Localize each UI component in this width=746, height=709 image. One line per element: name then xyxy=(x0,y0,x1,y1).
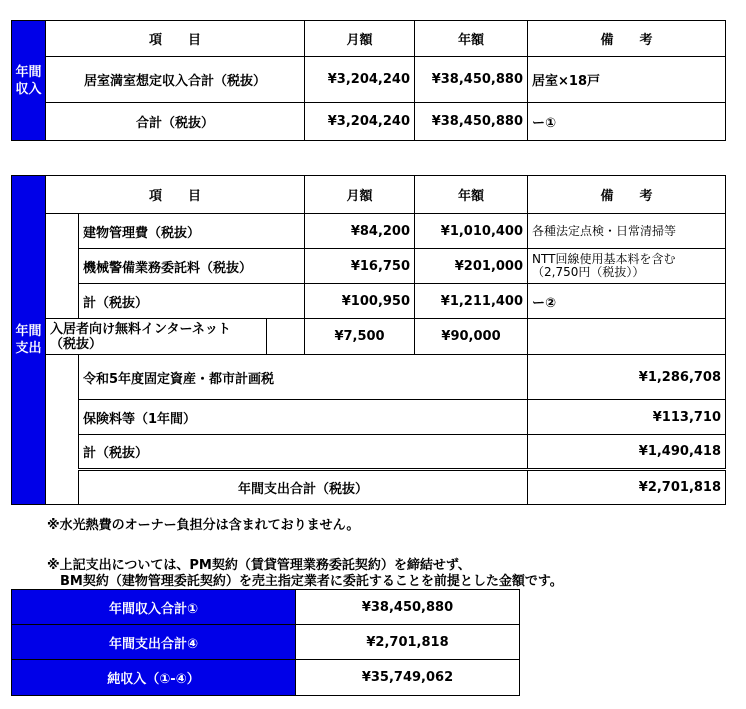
table-row xyxy=(12,284,726,319)
row-annual: ¥201,000 xyxy=(415,249,528,284)
row-monthly: ¥16,750 xyxy=(305,249,415,284)
summary-label: 年間支出合計④ xyxy=(12,625,296,660)
summary-value: ¥2,701,818 xyxy=(296,625,520,660)
row-item: 合計（税抜） xyxy=(46,103,305,141)
row-monthly: ¥100,950 xyxy=(305,284,415,319)
expense-header-note: 備 考 xyxy=(528,176,726,214)
row-annual: ¥38,450,880 xyxy=(415,103,528,141)
row-item: 令和5年度固定資産・都市計画税 xyxy=(79,355,528,400)
row-annual: ¥1,211,400 xyxy=(415,284,528,319)
row-item: 保険料等（1年間） xyxy=(79,400,528,435)
row-annual: ¥38,450,880 xyxy=(415,57,528,103)
expense-header-item: 項 目 xyxy=(46,176,305,214)
table-row xyxy=(12,319,726,355)
income-side-label: 年間収入 xyxy=(12,21,46,141)
summary-value: ¥35,749,062 xyxy=(296,660,520,696)
table-row xyxy=(12,57,726,103)
income-header-monthly: 月額 xyxy=(305,21,415,57)
row-item: 建物管理費（税抜） xyxy=(79,214,305,249)
note-contract-line1: ※上記支出については、PM契約（賃貸管理業務委託契約）を締結せず、 xyxy=(47,558,471,573)
row-annual: ¥1,286,708 xyxy=(528,355,726,400)
summary-label: 純収入（①-④） xyxy=(12,660,296,696)
row-item: 計（税抜） xyxy=(79,435,528,470)
row-note: ー② xyxy=(528,284,726,319)
table-row xyxy=(12,249,726,284)
row-item: 機械警備業務委託料（税抜） xyxy=(79,249,305,284)
table-row xyxy=(12,355,726,400)
note-contract-line2: BM契約（建物管理委託契約）を売主指定業者に委託することを前提とした金額です。 xyxy=(47,574,563,589)
row-annual: ¥113,710 xyxy=(528,400,726,435)
row-annual: ¥1,490,418 xyxy=(528,435,726,470)
row-note: 各種法定点検・日常清掃等 xyxy=(528,214,726,249)
row-note xyxy=(528,319,726,355)
summary-label: 年間収入合計① xyxy=(12,590,296,625)
income-table xyxy=(11,20,726,141)
summary-table xyxy=(11,589,520,696)
row-monthly: ¥3,204,240 xyxy=(305,57,415,103)
income-header-annual: 年額 xyxy=(415,21,528,57)
table-row-total xyxy=(12,470,726,505)
row-note: ー① xyxy=(528,103,726,141)
row-monthly: ¥7,500 xyxy=(305,319,415,355)
row-annual: ¥90,000 xyxy=(415,319,528,355)
indent-cell xyxy=(46,355,79,505)
expense-header-annual: 年額 xyxy=(415,176,528,214)
row-monthly: ¥84,200 xyxy=(305,214,415,249)
row-item: 計（税抜） xyxy=(79,284,305,319)
indent-cell xyxy=(46,214,79,319)
expense-side-label: 年間支出 xyxy=(12,176,46,505)
table-row xyxy=(12,625,520,660)
income-header-note: 備 考 xyxy=(528,21,726,57)
note-utilities: ※水光熱費のオーナー負担分は含まれておりません。 xyxy=(47,518,360,533)
table-row xyxy=(12,103,726,141)
row-monthly: ¥3,204,240 xyxy=(305,103,415,141)
table-row xyxy=(12,590,520,625)
income-header-item: 項 目 xyxy=(46,21,305,57)
expense-table xyxy=(11,175,726,505)
row-item: 年間支出合計（税抜） xyxy=(79,470,528,505)
expense-header-monthly: 月額 xyxy=(305,176,415,214)
table-row xyxy=(12,400,726,435)
table-row xyxy=(12,214,726,249)
row-annual: ¥2,701,818 xyxy=(528,470,726,505)
table-row xyxy=(12,435,726,470)
row-item: 入居者向け無料インターネット （税抜） xyxy=(46,319,267,355)
table-row xyxy=(12,660,520,696)
row-note: 居室×18戸 xyxy=(528,57,726,103)
row-item: 居室満室想定収入合計（税抜） xyxy=(46,57,305,103)
row-annual: ¥1,010,400 xyxy=(415,214,528,249)
spacer-cell xyxy=(267,319,305,355)
summary-value: ¥38,450,880 xyxy=(296,590,520,625)
row-note: NTT回線使用基本料を含む （2,750円（税抜）） xyxy=(528,249,726,284)
